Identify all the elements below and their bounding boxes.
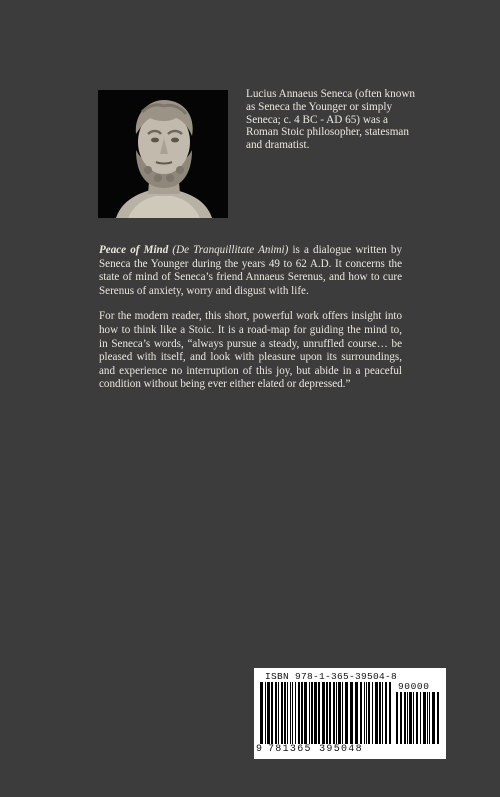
barcode-lead-digit: 9 [256, 744, 263, 755]
price-code: 90000 [398, 681, 430, 692]
latin-title: (De Tranquillitate Animi) [172, 244, 289, 256]
isbn-barcode [254, 668, 446, 759]
isbn-label: ISBN 978-1-365-39504-8 [265, 671, 398, 682]
barcode-bars [260, 682, 392, 744]
seneca-bust-image [98, 90, 228, 218]
author-bio: Lucius Annaeus Seneca (often known as Seneca the Younger or simply Seneca; c. 4 BC - AD 65) was a Roman Stoic philosopher, statesman and dramatist. [246, 88, 416, 152]
description-paragraph-2: For the modern reader, this short, powerful work offers insight into how to think like a Stoic. It is a road-map for guiding the mind to, in Seneca’s words, “always pursue a steady, unruffled course… be pleased with itself, and look with pleasure upon its surroundings, and experience no interruption of this joy, but abide in a peaceful condition without being ever either elated or depressed.” [99, 310, 402, 391]
barcode-digits: 781365 395048 [268, 744, 363, 755]
description-paragraph-1 [99, 244, 402, 298]
price-barcode-bars [396, 692, 442, 754]
book-description [99, 244, 402, 404]
book-title: Peace of Mind [99, 244, 169, 256]
description-paragraph-1-text: is a dialogue written by Seneca the Younger during the years 49 to 62 A.D. It concerns the state of mind of Seneca’s friend Annaeus Serenus, and how to cure Serenus of anxiety, worry and disgust with life. [99, 244, 402, 297]
